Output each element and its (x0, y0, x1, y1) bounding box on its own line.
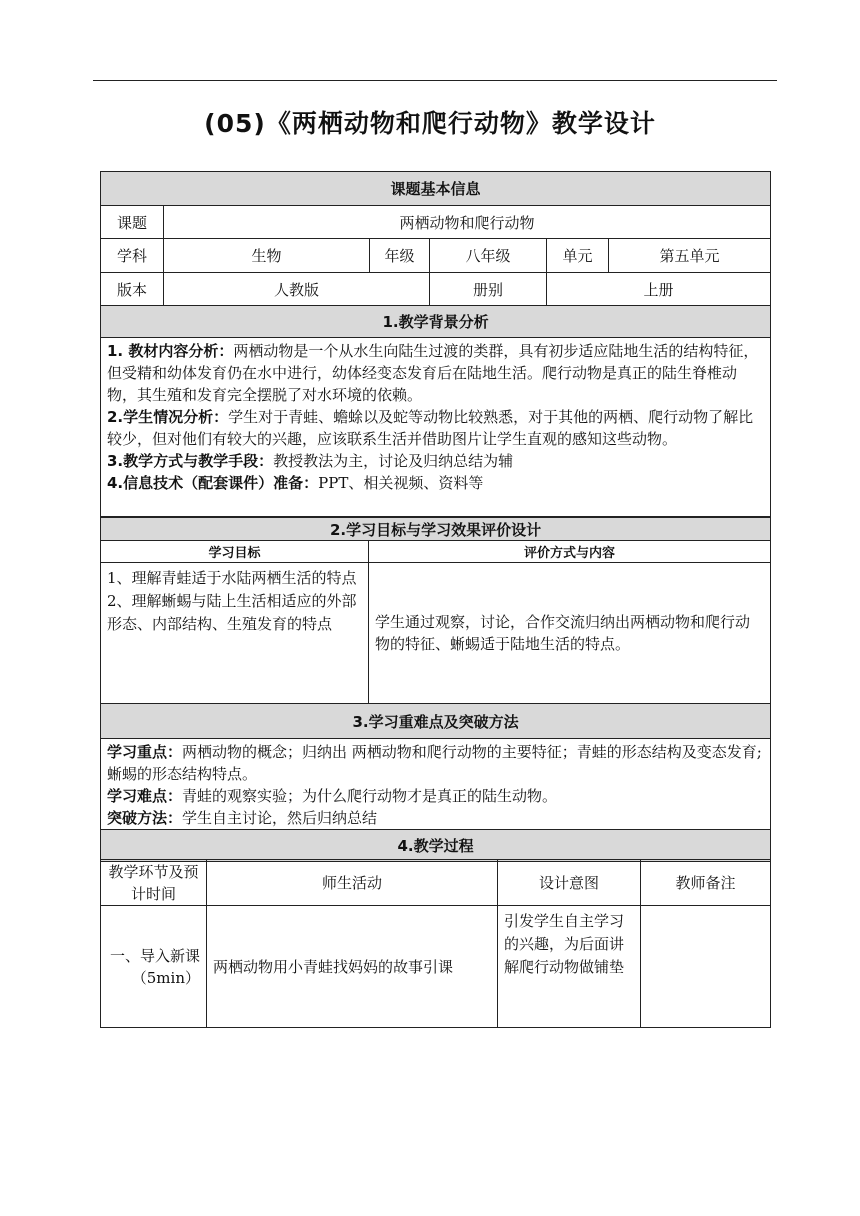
unit-value: 第五单元 (609, 239, 771, 273)
edition-label: 版本 (101, 273, 164, 306)
unit-label: 单元 (547, 239, 609, 273)
key-points-header: 3.学习重难点及突破方法 (101, 704, 771, 739)
notes-cell (641, 906, 771, 1028)
subject-label: 学科 (101, 239, 164, 273)
process-header: 4.教学过程 (101, 830, 771, 862)
header-rule (93, 80, 777, 81)
learning-difficulty: 学习难点：青蛙的观察实验；为什么爬行动物才是真正的陆生动物。 (107, 787, 558, 805)
background-content (101, 338, 771, 517)
student-analysis: 2.学生情况分析：学生对于青蛙、蟾蜍以及蛇等动物比较熟悉，对于其他的两栖、爬行动物了解比较少，但对他们有较大的兴趣，应该联系生活并借助图片让学生直观的感知这些动物。 (107, 408, 754, 448)
learning-goals (101, 563, 369, 704)
grade-label: 年级 (370, 239, 430, 273)
learning-focus: 学习重点：两栖动物的概念；归纳出 两栖动物和爬行动物的主要特征；青蛙的形态结构及变态发育;蜥蜴的形态结构特点。 (107, 743, 762, 783)
evaluation-content: 学生通过观察，讨论，合作交流归纳出两栖动物和爬行动物的特征、蜥蜴适于陆地生活的特点。 (369, 563, 771, 704)
stage-cell: 一、导入新课（5min） (101, 906, 207, 1028)
intent-column-header: 设计意图 (498, 860, 641, 906)
intent-cell: 引发学生自主学习的兴趣，为后面讲解爬行动物做铺垫 (498, 906, 641, 1028)
edition-value: 人教版 (164, 273, 430, 306)
activity-column-header: 师生活动 (207, 860, 498, 906)
goal-column-header: 学习目标 (101, 541, 369, 563)
material-analysis: 1. 教材内容分析：两栖动物是一个从水生向陆生过渡的类群，具有初步适应陆地生活的结构特征，但受精和幼体发育仍在水中进行，幼体经变态发育后在陆地生活。爬行动物是真正的陆生脊椎动物，其生殖和发育完全摆脱了对水环境的依赖。 (107, 342, 759, 404)
background-header: 1.教学背景分析 (101, 306, 771, 338)
it-preparation: 4.信息技术（配套课件）准备：PPT、相关视频、资料等 (107, 474, 484, 492)
document-title: (05)《两栖动物和爬行动物》教学设计 (204, 109, 656, 138)
process-table (100, 859, 771, 1028)
basic-info-header: 课题基本信息 (101, 172, 771, 206)
basic-info-table (100, 171, 771, 517)
activity-cell: 两栖动物用小青蛙找妈妈的故事引课 (207, 906, 498, 1028)
teaching-method: 3.教学方式与教学手段：教授教法为主，讨论及归纳总结为辅 (107, 452, 514, 470)
grade-value: 八年级 (430, 239, 547, 273)
topic-value: 两栖动物和爬行动物 (164, 206, 771, 239)
topic-label: 课题 (101, 206, 164, 239)
notes-column-header: 教师备注 (641, 860, 771, 906)
goal-item: 2、理解蜥蜴与陆上生活相适应的外部形态、内部结构、生殖发育的特点 (107, 592, 357, 633)
breakthrough-method: 突破方法：学生自主讨论，然后归纳总结 (107, 809, 378, 827)
subject-value: 生物 (164, 239, 370, 273)
goal-item: 1、理解青蛙适于水陆两栖生活的特点 (107, 569, 357, 587)
stage-column-header: 教学环节及预计时间 (101, 860, 207, 906)
volume-value: 上册 (547, 273, 771, 306)
objectives-header: 2.学习目标与学习效果评价设计 (101, 518, 771, 541)
evaluation-column-header: 评价方式与内容 (369, 541, 771, 563)
volume-label: 册别 (430, 273, 547, 306)
key-points-content (101, 739, 771, 830)
objectives-table (100, 517, 771, 862)
